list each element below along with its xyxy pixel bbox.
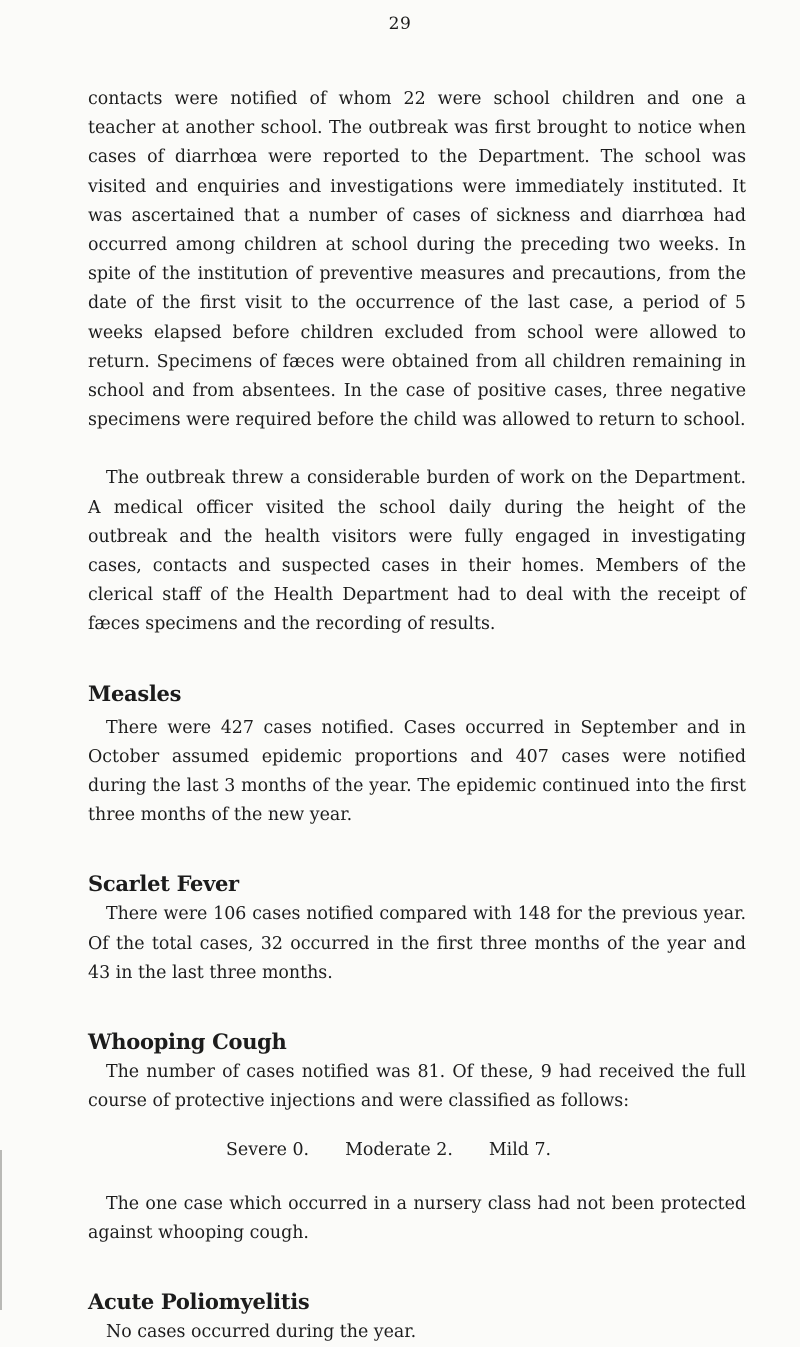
heading-measles: Measles <box>88 680 182 706</box>
paragraph-whooping-cough-note: The one case which occurred in a nursery class had not been protected against whooping cough. <box>88 1193 746 1243</box>
paragraph-measles: There were 427 cases notified. Cases occurred in September and in October assumed epidemic proportions and 407 cases were notified during the last 3 months of the year. The epidemic continued into the first three months of the new year. <box>88 717 746 826</box>
severity-moderate: Moderate 2. <box>345 1140 453 1161</box>
paragraph-outbreak-contacts: contacts were notified of whom 22 were school children and one a teacher at another school. The outbreak was first brought to notice when cases of diarrhœa were reported to the Department. The school was visited and enquiries and investigations were immediately instituted. It was ascertained that a number of cases of sickness and diarrhœa had occurred among children at school during the preceding two weeks. In spite of the institution of preventive measures and precautions, from the date of the first visit to the occurrence of the last case, a period of 5 weeks elapsed before children excluded from school were allowed to return. Specimens of fæces were obtained from all children remaining in school and from absentees. In the case of positive cases, three negative specimens were required before the child was allowed to return to school. <box>88 89 746 431</box>
heading-scarlet-fever: Scarlet Fever <box>88 871 239 897</box>
severity-severe: Severe 0. <box>226 1140 310 1161</box>
severity-mild: Mild 7. <box>488 1140 552 1161</box>
paragraph-whooping-cough: The number of cases notified was 81. Of these, 9 had received the full course of protective injections and were classified as follows: <box>88 1062 746 1112</box>
heading-acute-poliomyelitis: Acute Poliomyelitis <box>88 1289 310 1315</box>
paragraph-poliomyelitis: No cases occurred during the year. <box>106 1322 417 1343</box>
scan-margin-edge <box>0 1150 2 1310</box>
paragraph-scarlet-fever: There were 106 cases notified compared with 148 for the previous year. Of the total cases, 32 occurred in the first three months of the year and 43 in the last three months. <box>88 904 746 983</box>
document-body <box>88 85 746 1347</box>
heading-whooping-cough: Whooping Cough <box>88 1029 287 1055</box>
paragraph-outbreak-burden: The outbreak threw a considerable burden of work on the Department. A medical officer visited the school daily during the height of the outbreak and the health visitors were fully engaged in investigating cases, contacts and suspected cases in their homes. Members of the clerical staff of the Health Department had to deal with the receipt of fæces specimens and the recording of results. <box>88 468 746 635</box>
page-number: 29 <box>388 14 412 34</box>
severity-classification <box>88 1136 746 1165</box>
